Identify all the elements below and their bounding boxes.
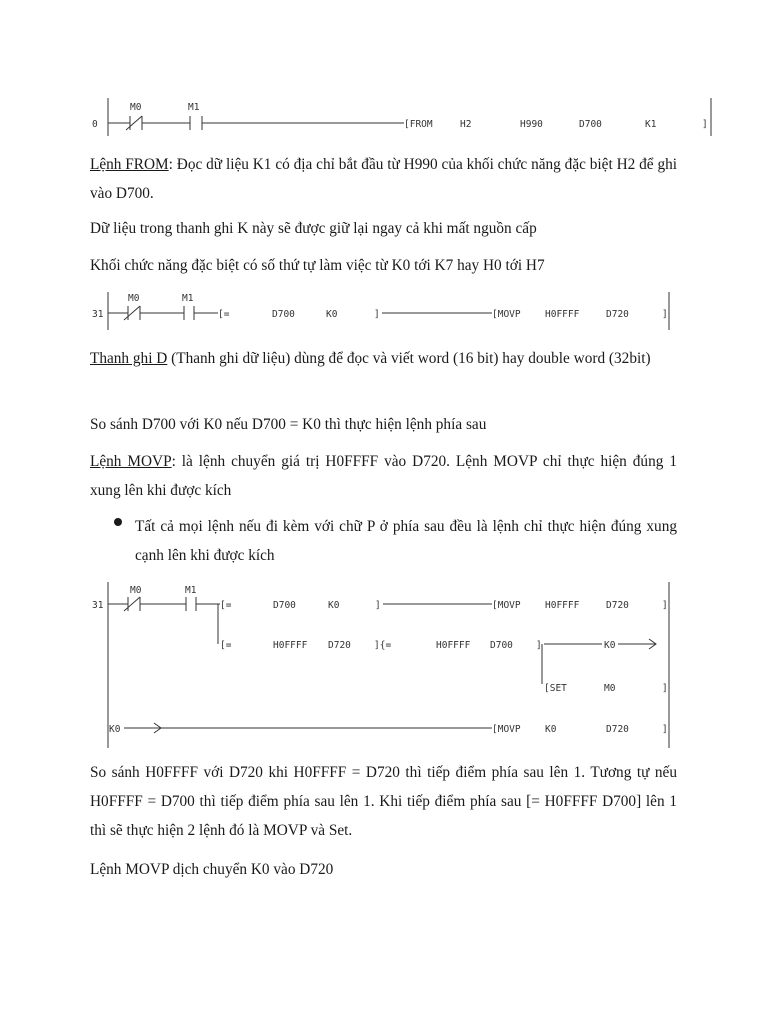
ladder-diagram-compare-svg bbox=[90, 290, 680, 332]
ladder-diagram-from bbox=[90, 96, 720, 138]
paragraph-register-d bbox=[90, 344, 677, 373]
term-from: Lệnh FROM bbox=[90, 156, 169, 173]
rung4-label-k0: K0 bbox=[109, 724, 121, 735]
paragraph-movp-text: : là lệnh chuyển giá trị H0FFFF vào D720. Lệnh MOVP chỉ thực hiện đúng 1 xung lên khi được kích bbox=[90, 453, 677, 499]
paragraph-register-k: Dữ liệu trong thanh ghi K này sẽ được giữ lại ngay cả khi mất nguồn cấp bbox=[90, 220, 537, 237]
rung2-operand-h0ffff-2: H0FFFF bbox=[436, 640, 471, 651]
compare-open: [= bbox=[218, 309, 230, 320]
rung1-operand-h0ffff: H0FFFF bbox=[545, 600, 580, 611]
rung3-instruction-set: [SET bbox=[544, 683, 567, 694]
contact-m0-label: M0 bbox=[130, 102, 142, 113]
operand-h0ffff: H0FFFF bbox=[545, 309, 580, 320]
rung3-close: ] bbox=[662, 683, 668, 694]
contact-m1-label: M1 bbox=[185, 585, 197, 596]
rung4-instruction-movp: [MOVP bbox=[492, 724, 521, 735]
rung3-operand-m0: M0 bbox=[604, 683, 616, 694]
rung1-compare-close: ] bbox=[375, 600, 381, 611]
rung1-close: ] bbox=[662, 600, 668, 611]
rung4-close: ] bbox=[662, 724, 668, 735]
ladder-diagram-from-svg bbox=[90, 96, 720, 138]
rung1-operand-d700: D700 bbox=[273, 600, 296, 611]
nc-contact-m0 bbox=[108, 597, 186, 611]
paragraph-movp-k0: Lệnh MOVP dịch chuyển K0 vào D720 bbox=[90, 861, 334, 878]
rung1-operand-k0: K0 bbox=[328, 600, 340, 611]
contact-m1-label: M1 bbox=[182, 293, 194, 304]
rung1-operand-d720: D720 bbox=[606, 600, 629, 611]
instruction-close: ] bbox=[702, 119, 708, 130]
paragraph-from-text: : Đọc dữ liệu K1 có địa chỉ bắt đầu từ H990 của khối chức năng đặc biệt H2 để ghi vào D700. bbox=[90, 156, 677, 202]
rung2-operand-h0ffff: H0FFFF bbox=[273, 640, 308, 651]
paragraph-compare: So sánh D700 với K0 nếu D700 = K0 thì thực hiện lệnh phía sau bbox=[90, 416, 487, 433]
operand-h990: H990 bbox=[520, 119, 543, 130]
compare-operand-d700: D700 bbox=[272, 309, 295, 320]
no-contact-m1 bbox=[184, 306, 218, 320]
bullet-text: Tất cả mọi lệnh nếu đi kèm với chữ P ở phía sau đều là lệnh chỉ thực hiện đúng xung cạnh lên khi được kích bbox=[135, 518, 677, 564]
rung4-operand-k0: K0 bbox=[545, 724, 557, 735]
operand-d720: D720 bbox=[606, 309, 629, 320]
compare-close: ] bbox=[374, 309, 380, 320]
instruction-close: ] bbox=[662, 309, 668, 320]
paragraph-register-d-text: (Thanh ghi dữ liệu) dùng để đọc và viết word (16 bit) hay double word (32bit) bbox=[167, 350, 651, 367]
paragraph-from bbox=[90, 150, 677, 208]
ladder-diagram-multi bbox=[90, 580, 680, 750]
ladder-diagram-multi-svg bbox=[90, 580, 680, 750]
bullet-dot bbox=[114, 518, 122, 526]
paragraph-special-block: Khối chức năng đặc biệt có số thứ tự làm việc từ K0 tới K7 hay H0 tới H7 bbox=[90, 257, 545, 274]
term-register-d: Thanh ghi D bbox=[90, 350, 168, 367]
contact-m0-label: M0 bbox=[128, 293, 140, 304]
term-movp: Lệnh MOVP bbox=[90, 453, 172, 470]
rung2-compare-close: ] bbox=[536, 640, 542, 651]
step-number: 0 bbox=[92, 119, 98, 130]
step-number: 31 bbox=[92, 600, 104, 611]
contact-m1-label: M1 bbox=[188, 102, 200, 113]
rung2-compare-middle: ]{= bbox=[374, 640, 392, 651]
rung1-instruction-movp: [MOVP bbox=[492, 600, 521, 611]
nc-contact-m0 bbox=[108, 116, 190, 130]
compare-operand-k0: K0 bbox=[326, 309, 338, 320]
paragraph-compare-h0ffff: So sánh H0FFFF với D720 khi H0FFFF = D720 thì tiếp điểm phía sau lên 1. Tương tự nếu H0FFFF = D700 thì tiếp điểm phía sau lên 1. Khi tiếp điểm phía sau [= H0FFFF D700] lên 1 thì sẽ thực hiện 2 lệnh đó là MOVP và Set. bbox=[90, 764, 677, 839]
rung2-operand-d720: D720 bbox=[328, 640, 351, 651]
operand-d700: D700 bbox=[579, 119, 602, 130]
no-contact-m1 bbox=[186, 597, 220, 611]
operand-k1: K1 bbox=[645, 119, 657, 130]
rung2-compare-open: [= bbox=[220, 640, 232, 651]
rung2-operand-d700: D700 bbox=[490, 640, 513, 651]
instruction-movp: [MOVP bbox=[492, 309, 521, 320]
paragraph-movp bbox=[90, 447, 677, 505]
rung1-compare-open: [= bbox=[220, 600, 232, 611]
ladder-diagram-compare bbox=[90, 290, 680, 332]
no-contact-m1 bbox=[190, 116, 404, 130]
rung2-output-k0: K0 bbox=[604, 640, 616, 651]
nc-contact-m0 bbox=[108, 306, 184, 320]
step-number: 31 bbox=[92, 309, 104, 320]
instruction-from: [FROM bbox=[404, 119, 433, 130]
rung4-operand-d720: D720 bbox=[606, 724, 629, 735]
operand-h2: H2 bbox=[460, 119, 472, 130]
contact-m0-label: M0 bbox=[130, 585, 142, 596]
